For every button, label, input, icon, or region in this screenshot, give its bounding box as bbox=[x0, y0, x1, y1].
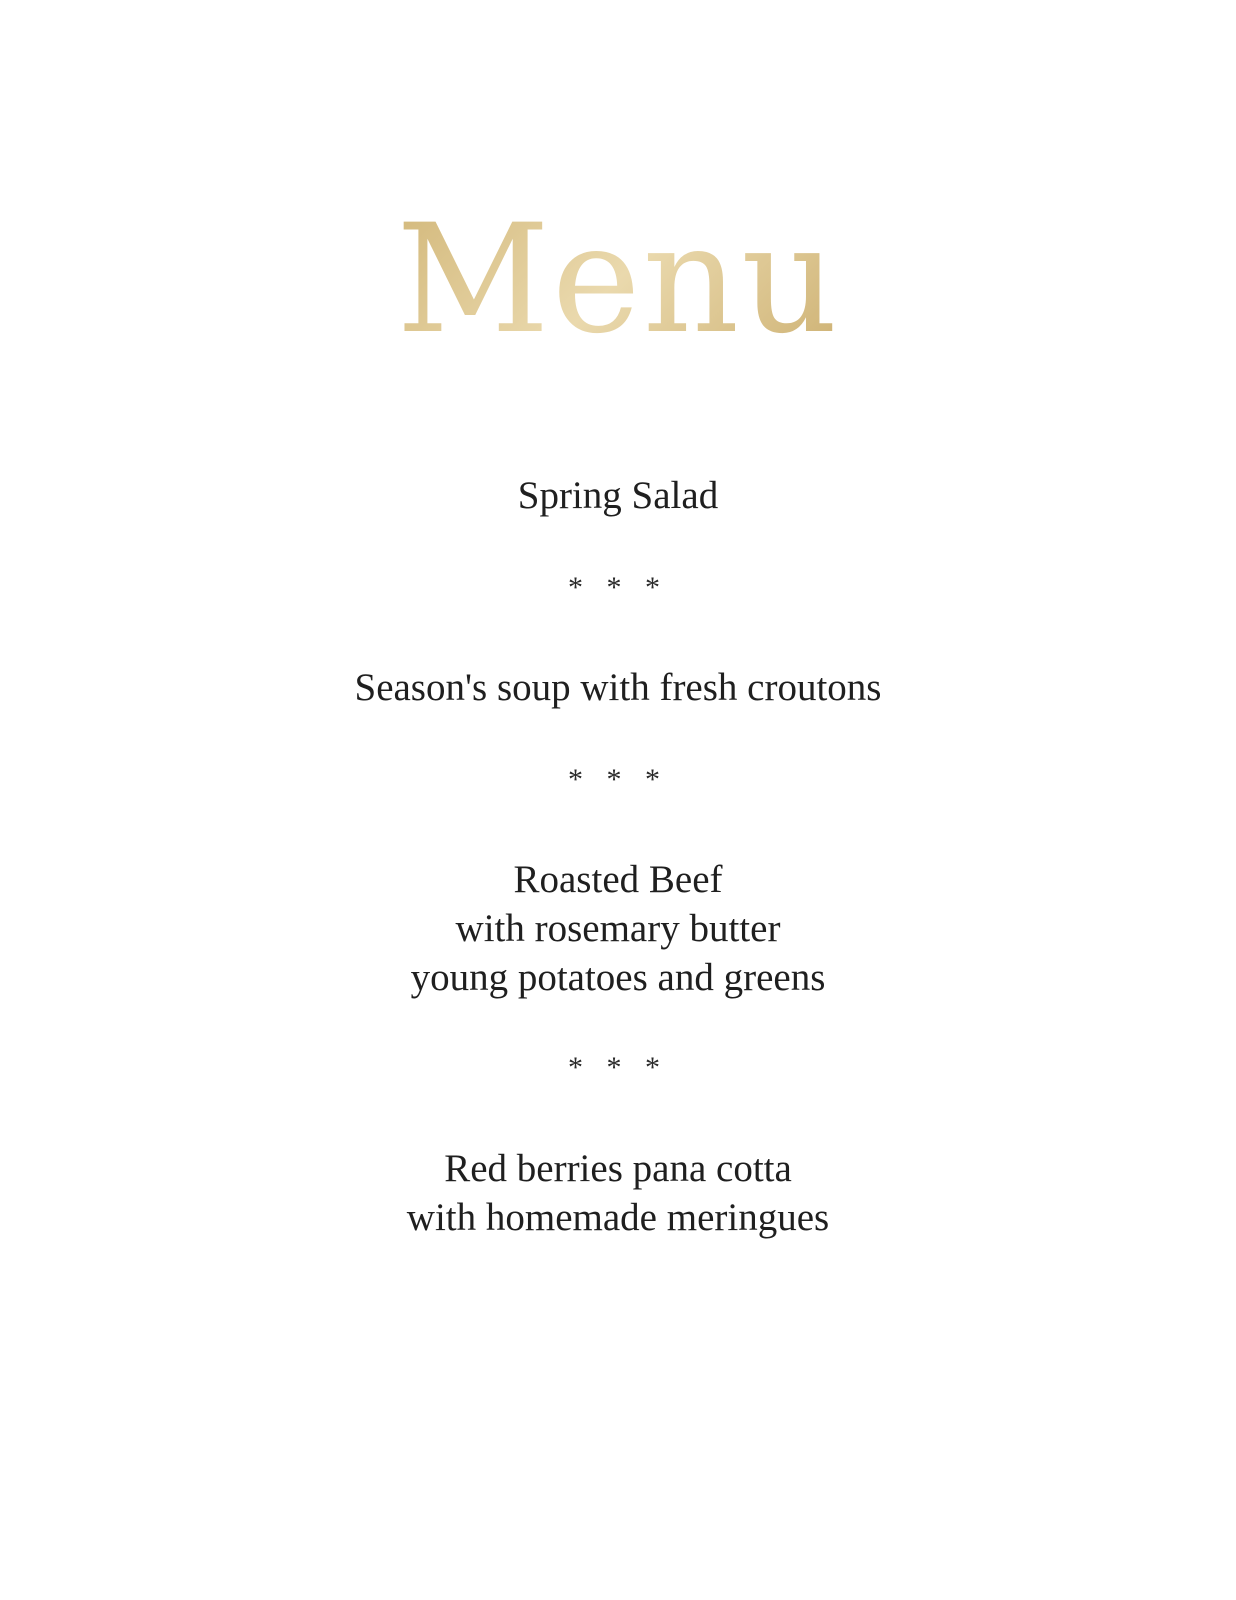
course-3-line-2: with rosemary butter bbox=[455, 907, 781, 950]
course-3-line-3: young potatoes and greens bbox=[410, 956, 826, 999]
course-1-line-1: Spring Salad bbox=[517, 474, 719, 517]
course-4-line-1: Red berries pana cotta bbox=[444, 1147, 792, 1190]
separator-1: * * * bbox=[568, 571, 668, 604]
menu-title: Menu bbox=[0, 205, 1236, 355]
course-3-line-1: Roasted Beef bbox=[513, 858, 723, 901]
course-4-line-2: with homemade meringues bbox=[406, 1196, 830, 1239]
separator-3: * * * bbox=[568, 1051, 668, 1084]
course-2-line-1: Season's soup with fresh croutons bbox=[354, 666, 882, 709]
separator-2: * * * bbox=[568, 763, 668, 796]
